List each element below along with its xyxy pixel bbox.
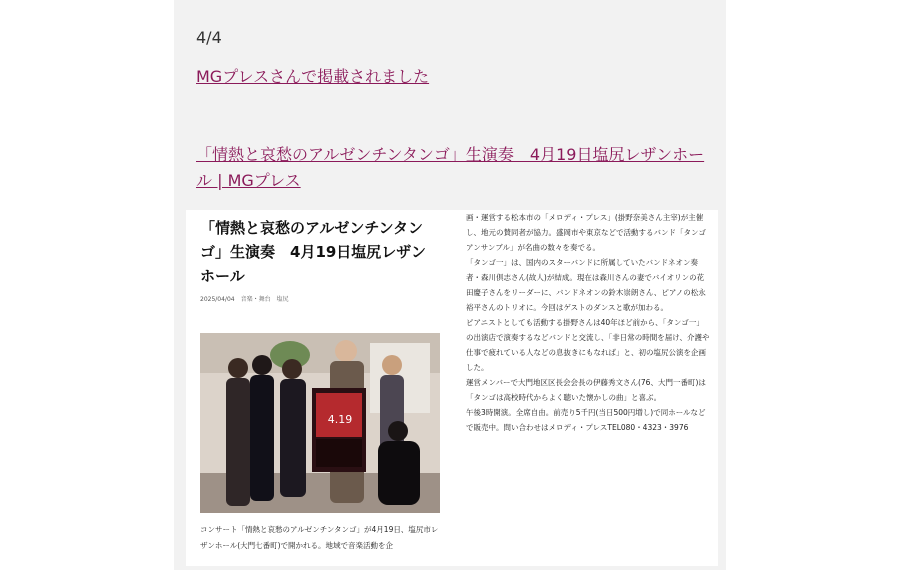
poster-date-text: 4.19 bbox=[327, 413, 353, 426]
mg-press-link[interactable]: MGプレスさんで掲載されました bbox=[196, 67, 430, 86]
post-date: 4/4 bbox=[196, 28, 222, 47]
article-paragraph: 午後3時開演。全席自由。前売り5千円(当日500円増し)で同ホールなどで販売中。問い合わせはメロディ・プレスTEL080・4323・3976 bbox=[466, 408, 706, 432]
article-meta: 2025/04/04 音楽・舞台 塩尻 bbox=[200, 296, 289, 303]
article-headline: 「情熱と哀愁のアルゼンチンタンゴ」生演奏 4月19日塩尻レザンホール bbox=[200, 219, 427, 285]
article-title-link[interactable]: 「情熱と哀愁のアルゼンチンタンゴ」生演奏 4月19日塩尻レザンホール | MGプレス bbox=[196, 145, 705, 190]
article-paragraph: 運営メンバーで大門地区区長会会長の伊藤秀文さん(76、大門一番町)は「タンゴは高校時代からよく聴いた懐かしの曲」と喜ぶ。 bbox=[466, 378, 706, 402]
article-paragraph: 「タンゴ一」は、国内のスターバンドに所属していたバンドネオン奏者・森川倶志さん(故人)が結成。現在は森川さんの妻でバイオリンの花田慶子さんをリーダーに、バンドネオンの鈴木崇朗さん、ピアノの松永裕平さんのトリオに。今回はゲストのダンスと歌が加わる。 bbox=[466, 258, 706, 312]
article-left-column bbox=[200, 210, 440, 303]
group-photo-illustration bbox=[200, 333, 440, 513]
photo-caption: コンサート「情熱と哀愁のアルゼンチンタンゴ」が4月19日、塩尻市レザンホール(大門七番町)で開かれる。地域で音楽活動を企 bbox=[200, 525, 439, 550]
article-paragraph: ピアニストとしても活動する掛野さんは40年ほど前から、「タンゴ一」の出演店で演奏するなどバンドと交流し、「非日常の時間を届け、介護や仕事で疲れている人などの息抜きにもなれば」と、初の塩尻公演を企画した。 bbox=[466, 318, 710, 372]
article-body bbox=[466, 210, 711, 435]
article-embed bbox=[186, 210, 718, 566]
article-photo bbox=[200, 333, 440, 513]
content-column bbox=[174, 0, 726, 570]
article-paragraph: 画・運営する松本市の「メロディ・プレス」(掛野奈美さん主宰)が主催し、地元の賛同者が協力。盛岡市や東京などで活動するバンド「タンゴアンサンブル」が名曲の数々を奏でる。 bbox=[466, 213, 706, 252]
